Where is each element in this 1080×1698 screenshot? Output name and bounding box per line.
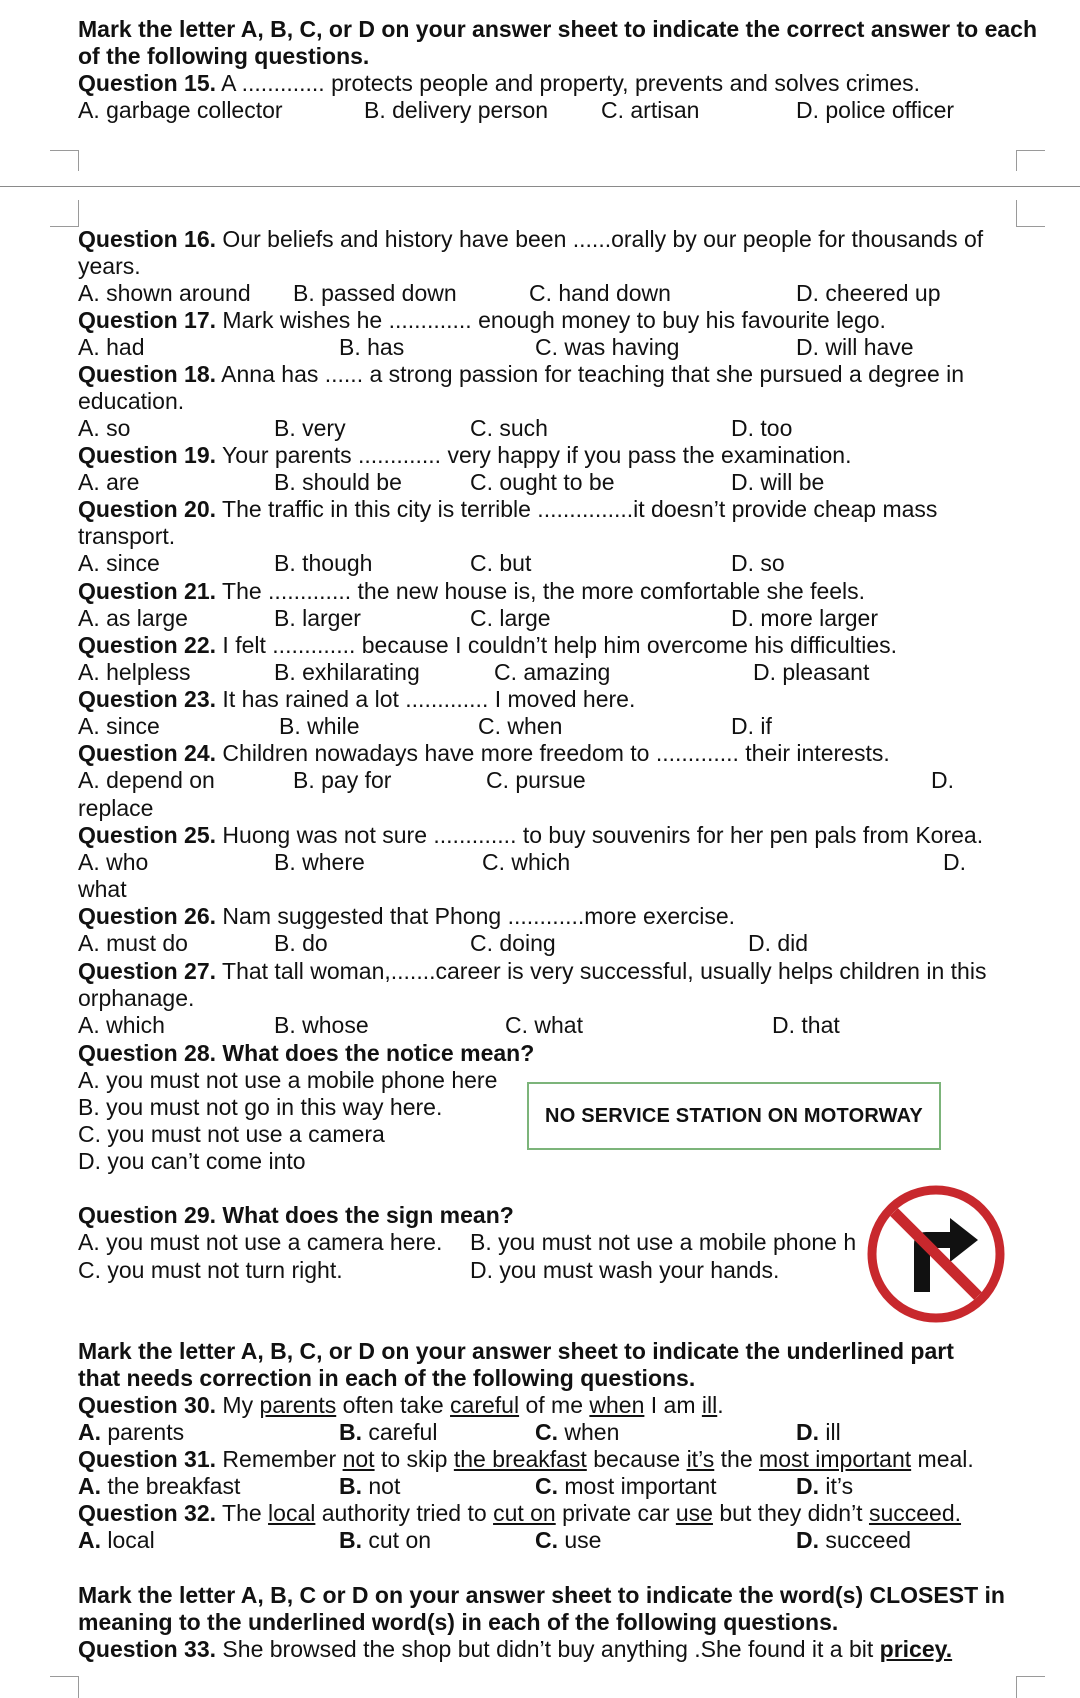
option-a[interactable]: A. as large — [78, 605, 188, 631]
stem-text: because — [586, 1446, 687, 1472]
question-label: Question 16. — [78, 226, 217, 252]
question-stem-continued: transport. — [78, 523, 176, 549]
question-22 — [78, 632, 897, 659]
question-stem: Our beliefs and history have been ......orally by our people for thousands of — [216, 226, 984, 252]
question-label: Question 21. — [78, 578, 217, 604]
option-c[interactable]: C. when — [478, 713, 563, 739]
crop-mark — [1016, 1676, 1045, 1698]
question-label: Question 31. — [78, 1446, 217, 1472]
option-c[interactable]: C. large — [470, 605, 551, 631]
stem-text: . — [717, 1392, 724, 1418]
question-18 — [78, 361, 964, 388]
option-text: the breakfast — [101, 1473, 241, 1499]
option-d[interactable]: D. police officer — [796, 97, 955, 123]
question-stem-continued: education. — [78, 388, 185, 414]
question-label: Question 18. — [78, 361, 217, 387]
stem-text: The — [216, 1500, 269, 1526]
question-17 — [78, 307, 886, 334]
question-15 — [78, 70, 920, 97]
question-stem: Nam suggested that Phong ............more exercise. — [216, 903, 736, 929]
underlined-word: most important — [759, 1446, 912, 1472]
option-c[interactable]: C. you must not turn right. — [78, 1257, 343, 1283]
stem-text: but they didn’t — [712, 1500, 869, 1526]
crop-mark — [50, 200, 79, 227]
instruction-line: Mark the letter A, B, C or D on your answer sheet to indicate the word(s) CLOSEST in — [78, 1582, 1005, 1608]
question-24 — [78, 740, 890, 767]
question-label: Question 19. — [78, 442, 217, 468]
underlined-word: parents — [259, 1392, 337, 1418]
option-b[interactable]: B. has — [339, 334, 405, 360]
stem-text: of me — [519, 1392, 590, 1418]
question-26 — [78, 903, 735, 930]
question-stem: The ............. the new house is, the more comfortable she feels. — [216, 578, 866, 604]
option-letter: D. — [796, 1473, 819, 1499]
question-20 — [78, 496, 937, 523]
stem-text: Remember — [216, 1446, 343, 1472]
page-divider — [0, 186, 1080, 187]
underlined-word: succeed. — [868, 1500, 962, 1526]
instruction-line: Mark the letter A, B, C, or D on your answer sheet to indicate the underlined part — [78, 1338, 954, 1364]
question-stem: . What does the sign mean? — [209, 1202, 514, 1228]
option-d[interactable]: D. so — [731, 550, 785, 576]
option-d[interactable]: D. too — [731, 415, 793, 441]
option-a[interactable]: A. so — [78, 415, 131, 441]
option-a[interactable]: A. who — [78, 849, 149, 875]
option-d[interactable]: D. will have — [796, 334, 914, 360]
option-letter: D. — [796, 1527, 819, 1553]
question-stem: Children nowadays have more freedom to ............. their interests. — [216, 740, 890, 766]
question-stem: A ............. protects people and property, prevents and solves crimes. — [216, 70, 921, 96]
option-text: most important — [558, 1473, 717, 1499]
option-b[interactable] — [339, 1527, 431, 1554]
option-text: when — [558, 1419, 620, 1445]
question-stem-continued: orphanage. — [78, 985, 195, 1011]
option-a[interactable]: A. since — [78, 713, 160, 739]
option-b[interactable]: B. though — [274, 550, 373, 576]
question-label: Question 22. — [78, 632, 217, 658]
option-d[interactable]: D. if — [731, 713, 772, 739]
question-25 — [78, 822, 983, 849]
option-a[interactable]: A. since — [78, 550, 160, 576]
option-c[interactable]: C. was having — [535, 334, 680, 360]
question-31 — [78, 1446, 974, 1473]
underlined-word: use — [675, 1500, 713, 1526]
stem-text: I am — [644, 1392, 702, 1418]
stem-text: She browsed the shop but didn’t buy anything .She found it a bit — [216, 1636, 880, 1662]
option-letter: C. — [535, 1419, 558, 1445]
stem-text: the — [714, 1446, 760, 1472]
notice-box — [527, 1082, 941, 1150]
option-d[interactable]: D. you must wash your hands. — [470, 1257, 780, 1283]
option-d[interactable]: D. — [931, 767, 954, 793]
option-c[interactable]: C. you must not use a camera — [78, 1121, 385, 1147]
question-stem: It has rained a lot ............. I moved here. — [216, 686, 636, 712]
stem-text: My — [216, 1392, 260, 1418]
option-a[interactable] — [78, 1473, 240, 1500]
notice-text: NO SERVICE STATION ON MOTORWAY — [545, 1104, 923, 1127]
crop-mark — [50, 1676, 79, 1698]
option-c[interactable]: C. such — [470, 415, 548, 441]
option-c[interactable] — [535, 1473, 717, 1500]
option-b[interactable]: B. exhilarating — [274, 659, 420, 685]
option-b[interactable]: B. you must not go in this way here. — [78, 1094, 443, 1120]
option-d[interactable]: D. that — [772, 1012, 840, 1038]
option-d[interactable]: D. more larger — [731, 605, 878, 631]
option-letter: A. — [78, 1473, 101, 1499]
option-a[interactable]: A. depend on — [78, 767, 215, 793]
option-a[interactable]: A. you must not use a mobile phone here — [78, 1067, 498, 1093]
underlined-word: careful — [450, 1392, 520, 1418]
option-b[interactable]: B. pay for — [293, 767, 392, 793]
option-d[interactable]: D. — [943, 849, 966, 875]
option-b[interactable]: B. whose — [274, 1012, 369, 1038]
option-text: careful — [362, 1419, 438, 1445]
question-27 — [78, 958, 986, 985]
question-19 — [78, 442, 851, 469]
option-text: ill — [819, 1419, 841, 1445]
option-c[interactable]: C. what — [505, 1012, 583, 1038]
underlined-word: the breakfast — [453, 1446, 587, 1472]
question-label: Question 27. — [78, 958, 217, 984]
crop-mark — [1016, 150, 1045, 171]
option-b[interactable]: B. do — [274, 930, 328, 956]
option-c[interactable]: C. which — [482, 849, 571, 875]
option-letter: A. — [78, 1419, 101, 1445]
crop-mark — [1016, 200, 1045, 227]
option-a[interactable] — [78, 1527, 155, 1554]
question-label: Question 29 — [78, 1202, 210, 1228]
option-b[interactable]: B. delivery person — [364, 97, 549, 123]
option-text: use — [558, 1527, 602, 1553]
question-label: Question 20. — [78, 496, 217, 522]
option-text: it’s — [819, 1473, 854, 1499]
option-d-text[interactable]: replace — [78, 795, 154, 821]
option-text: cut on — [362, 1527, 432, 1553]
instruction-line: Mark the letter A, B, C, or D on your answer sheet to indicate the correct answer to each — [78, 16, 1038, 42]
option-letter: B. — [339, 1527, 362, 1553]
question-23 — [78, 686, 635, 713]
option-letter: D. — [796, 1419, 819, 1445]
option-c[interactable]: C. hand down — [529, 280, 671, 306]
question-32 — [78, 1500, 961, 1527]
option-b[interactable]: B. very — [274, 415, 346, 441]
option-text: not — [362, 1473, 401, 1499]
option-c[interactable]: C. but — [470, 550, 532, 576]
option-a[interactable]: A. must do — [78, 930, 188, 956]
option-a[interactable]: A. helpless — [78, 659, 191, 685]
question-30 — [78, 1392, 724, 1419]
question-stem: That tall woman,.......career is very successful, usually helps children in this — [216, 958, 987, 984]
option-c[interactable] — [535, 1527, 601, 1554]
option-a[interactable]: A. shown around — [78, 280, 251, 306]
option-d[interactable] — [796, 1473, 853, 1500]
question-16 — [78, 226, 983, 253]
option-d[interactable] — [796, 1419, 841, 1446]
stem-text: meal. — [911, 1446, 974, 1472]
stem-text: authority tried to — [315, 1500, 494, 1526]
underlined-word: cut on — [493, 1500, 556, 1526]
underlined-word: local — [268, 1500, 316, 1526]
option-a[interactable]: A. you must not use a camera here. — [78, 1229, 443, 1255]
option-c[interactable]: C. amazing — [494, 659, 611, 685]
option-letter: A. — [78, 1527, 101, 1553]
instruction-line: of the following questions. — [78, 43, 370, 69]
instruction-line: meaning to the underlined word(s) in each of the following questions. — [78, 1609, 839, 1635]
option-d[interactable] — [796, 1527, 911, 1554]
option-c[interactable]: C. pursue — [486, 767, 586, 793]
question-stem: Your parents ............. very happy if you pass the examination. — [216, 442, 852, 468]
option-d[interactable]: D. pleasant — [753, 659, 870, 685]
option-b[interactable] — [339, 1473, 400, 1500]
instruction-line: that needs correction in each of the following questions. — [78, 1365, 696, 1391]
option-b[interactable]: B. should be — [274, 469, 402, 495]
question-33 — [78, 1636, 952, 1663]
option-c[interactable]: C. ought to be — [470, 469, 615, 495]
question-label: Question 28 — [78, 1040, 210, 1066]
option-b[interactable]: B. larger — [274, 605, 361, 631]
option-d[interactable]: D. will be — [731, 469, 825, 495]
option-b[interactable]: B. while — [279, 713, 360, 739]
underlined-word: it’s — [686, 1446, 715, 1472]
question-label: Question 15. — [78, 70, 217, 96]
underlined-word: when — [589, 1392, 645, 1418]
question-label: Question 25. — [78, 822, 217, 848]
option-a[interactable] — [78, 1419, 184, 1446]
option-letter: C. — [535, 1473, 558, 1499]
stem-text: private car — [555, 1500, 676, 1526]
question-label: Question 30. — [78, 1392, 217, 1418]
option-a[interactable]: A. are — [78, 469, 140, 495]
option-b[interactable] — [339, 1419, 437, 1446]
no-right-turn-icon — [866, 1184, 1006, 1324]
question-label: Question 24. — [78, 740, 217, 766]
stem-text: to skip — [374, 1446, 454, 1472]
question-label: Question 23. — [78, 686, 217, 712]
option-c[interactable]: C. doing — [470, 930, 556, 956]
question-stem: The traffic in this city is terrible ...............it doesn’t provide cheap mass — [216, 496, 938, 522]
question-stem: . What does the notice mean? — [209, 1040, 535, 1066]
option-letter: C. — [535, 1527, 558, 1553]
question-28 — [78, 1040, 534, 1067]
option-text: parents — [101, 1419, 185, 1445]
option-text: succeed — [819, 1527, 912, 1553]
question-21 — [78, 578, 865, 605]
stem-text: often take — [336, 1392, 451, 1418]
underlined-word: not — [342, 1446, 375, 1472]
question-stem: Mark wishes he ............. enough money to buy his favourite lego. — [216, 307, 886, 333]
question-label: Question 32. — [78, 1500, 217, 1526]
option-a[interactable]: A. garbage collector — [78, 97, 283, 123]
question-stem: Huong was not sure ............. to buy souvenirs for her pen pals from Korea. — [216, 822, 984, 848]
option-c[interactable] — [535, 1419, 619, 1446]
option-b[interactable]: B. passed down — [293, 280, 457, 306]
crop-mark — [50, 150, 79, 171]
option-d[interactable]: D. you can’t come into — [78, 1148, 306, 1174]
question-stem-continued: years. — [78, 253, 141, 279]
underlined-word: pricey. — [879, 1636, 953, 1662]
question-29 — [78, 1202, 514, 1229]
underlined-word: ill — [701, 1392, 718, 1418]
question-stem: I felt ............. because I couldn’t help him overcome his difficulties. — [216, 632, 897, 658]
option-d[interactable]: D. did — [748, 930, 809, 956]
option-b[interactable]: B. where — [274, 849, 365, 875]
option-letter: B. — [339, 1473, 362, 1499]
option-b[interactable]: B. you must not use a mobile phone h — [470, 1229, 857, 1255]
option-letter: B. — [339, 1419, 362, 1445]
option-d[interactable]: D. cheered up — [796, 280, 941, 306]
option-a[interactable]: A. which — [78, 1012, 165, 1038]
option-d-text[interactable]: what — [78, 876, 127, 902]
question-stem: Anna has ...... a strong passion for teaching that she pursued a degree in — [216, 361, 965, 387]
question-label: Question 26. — [78, 903, 217, 929]
option-text: local — [101, 1527, 155, 1553]
question-label: Question 17. — [78, 307, 217, 333]
question-label: Question 33. — [78, 1636, 217, 1662]
option-c[interactable]: C. artisan — [601, 97, 700, 123]
option-a[interactable]: A. had — [78, 334, 145, 360]
